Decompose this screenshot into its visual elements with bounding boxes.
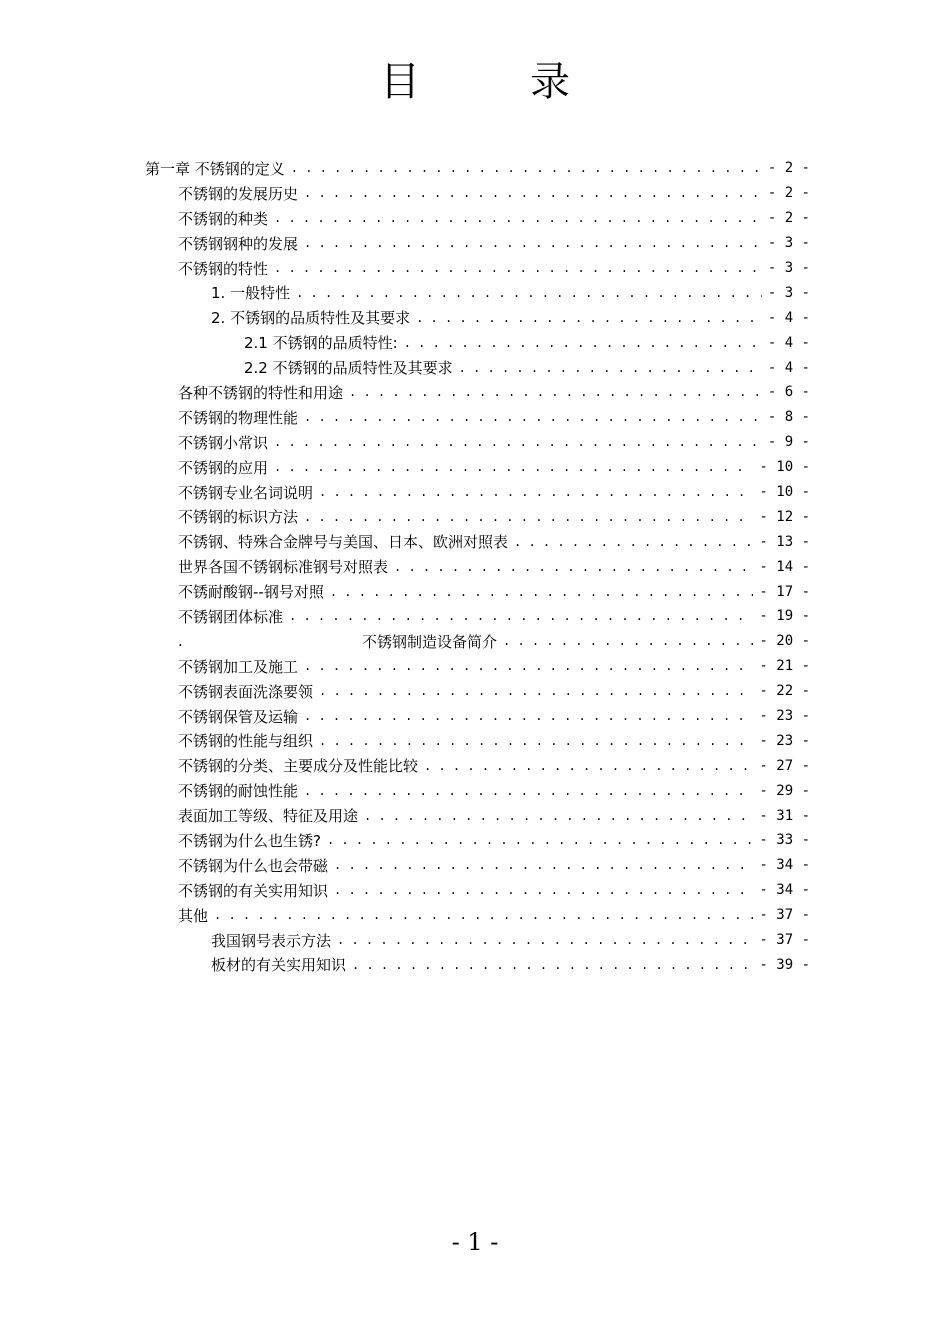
toc-entry[interactable] [178, 455, 810, 480]
toc-entry-label: 1. 一般特性 [211, 284, 291, 303]
toc-dot-leader [289, 609, 753, 623]
toc-entry-label: 不锈钢钢种的发展 [178, 234, 299, 253]
toc-entry[interactable] [178, 430, 810, 455]
toc-dot-leader [274, 460, 753, 474]
toc-entry-page: - 3 - [767, 260, 810, 276]
toc-entry[interactable] [178, 728, 810, 753]
toc-dot-leader [274, 435, 762, 449]
toc-dot-leader [352, 958, 753, 972]
toc-entry-page: - 19 - [759, 608, 810, 625]
toc-entry-label: 不锈钢专业名词说明 [178, 483, 314, 502]
toc-entry-page: - 6 - [767, 384, 810, 401]
toc-entry-page: - 39 - [759, 956, 810, 973]
toc-entry-page: - 4 - [767, 359, 810, 376]
toc-entry[interactable] [178, 604, 810, 629]
toc-dot-leader [296, 286, 762, 300]
toc-dot-leader [364, 809, 753, 823]
toc-entry-page: - 37 - [759, 932, 810, 949]
toc-dot-leader [304, 186, 762, 200]
title-char-1: 目 [380, 59, 420, 105]
toc-entry-label: 不锈耐酸钢--钢号对照 [178, 583, 324, 602]
toc-entry-label: 不锈钢团体标准 [178, 607, 284, 626]
toc-entry[interactable] [178, 181, 810, 206]
toc-entry-label: 不锈钢的分类、主要成分及性能比较 [178, 757, 419, 776]
toc-dot-leader [304, 510, 753, 524]
toc-entry-page: - 9 - [767, 434, 810, 451]
toc-dot-leader [514, 535, 753, 549]
toc-entry-page: - 20 - [759, 633, 810, 650]
toc-dot-leader [214, 908, 753, 922]
toc-entry-page: - 34 - [759, 857, 810, 874]
toc-entry[interactable] [244, 355, 810, 380]
toc-entry[interactable] [178, 579, 810, 604]
toc-entry-label: 不锈钢、特殊合金牌号与美国、日本、欧洲对照表 [178, 533, 509, 552]
toc-entry-label: 第一章 不锈钢的定义 [145, 159, 285, 178]
toc-entry[interactable] [145, 156, 810, 181]
toc-entry[interactable] [178, 803, 810, 828]
toc-entry-page: - 2 - [767, 160, 810, 177]
toc-entry[interactable] [178, 629, 810, 654]
toc-dot-leader [304, 709, 753, 723]
toc-dot-leader [304, 236, 762, 250]
toc-dot-leader [503, 634, 753, 648]
toc-dot-leader [274, 211, 762, 225]
toc-dot-leader [334, 883, 753, 897]
toc-entry-page: - 4 - [767, 309, 810, 326]
toc-entry[interactable] [178, 504, 810, 529]
toc-entry-page: - 23 - [759, 708, 810, 725]
toc-entry-label: 不锈钢制造设备简介 [362, 632, 498, 651]
toc-entry-label: 我国钢号表示方法 [211, 931, 332, 950]
toc-entry-label: 世界各国不锈钢标准钢号对照表 [178, 558, 389, 577]
toc-dot-leader [274, 261, 762, 275]
toc-entry-page: - 14 - [759, 558, 810, 575]
toc-dot-leader [404, 336, 762, 350]
toc-entry[interactable] [178, 405, 810, 430]
toc-entry-prefix: . [178, 632, 183, 651]
toc-entry-page: - 29 - [759, 782, 810, 799]
toc-entry-label: 2.1 不锈钢的品质特性: [244, 334, 398, 353]
toc-dot-leader [304, 410, 762, 424]
toc-entry-label: 不锈钢的标识方法 [178, 508, 299, 527]
toc-entry[interactable] [244, 330, 810, 355]
toc-entry-page: - 10 - [759, 484, 810, 501]
toc-entry-page: - 23 - [759, 732, 810, 749]
toc-entry-page: - 27 - [759, 757, 810, 774]
toc-entry-page: - 8 - [767, 409, 810, 426]
toc-entry[interactable] [178, 231, 810, 256]
toc-entry[interactable] [211, 953, 810, 978]
toc-entry-page: - 34 - [759, 882, 810, 899]
toc-entry-label: 不锈钢的种类 [178, 209, 269, 228]
toc-dot-leader [327, 833, 753, 847]
toc-dot-leader [319, 485, 753, 499]
title-char-2: 录 [530, 59, 570, 105]
toc-entry-page: - 17 - [759, 583, 810, 600]
toc-entry[interactable] [178, 380, 810, 405]
toc-entry-page: - 13 - [759, 533, 810, 550]
toc-entry-label: 不锈钢的物理性能 [178, 408, 299, 427]
toc-entry-label: 不锈钢的发展历史 [178, 184, 299, 203]
toc-entry-label: 2.2 不锈钢的品质特性及其要求 [244, 359, 453, 378]
toc-entry-label: 板材的有关实用知识 [211, 956, 347, 975]
toc-dot-leader [424, 759, 753, 773]
toc-entry[interactable] [178, 753, 810, 778]
toc-entry[interactable] [178, 878, 810, 903]
toc-dot-leader [394, 560, 753, 574]
toc-entry[interactable] [211, 928, 810, 953]
table-of-contents [0, 156, 950, 977]
toc-entry-page: - 4 - [767, 334, 810, 351]
toc-entry-label: 不锈钢为什么也会带磁 [178, 856, 329, 875]
toc-dot-leader [319, 684, 753, 698]
toc-entry-label: 不锈钢的性能与组织 [178, 732, 314, 751]
toc-entry[interactable] [178, 679, 810, 704]
toc-entry-page: - 33 - [759, 832, 810, 849]
toc-dot-leader [330, 585, 754, 599]
toc-dot-leader [291, 161, 762, 175]
toc-entry-label: 其他 [178, 906, 209, 925]
page-title [0, 58, 950, 106]
toc-entry[interactable] [211, 280, 810, 305]
toc-dot-leader [337, 933, 753, 947]
toc-entry[interactable] [178, 903, 810, 928]
toc-entry-page: - 22 - [759, 683, 810, 700]
toc-entry-page: - 3 - [767, 235, 810, 252]
toc-entry-page: - 37 - [759, 907, 810, 924]
toc-dot-leader [349, 385, 762, 399]
toc-dot-leader [304, 659, 753, 673]
toc-entry[interactable] [178, 206, 810, 231]
toc-entry-page: - 31 - [759, 807, 810, 824]
toc-entry-page: - 10 - [759, 459, 810, 476]
toc-entry[interactable] [178, 853, 810, 878]
toc-entry-page: - 2 - [767, 185, 810, 202]
toc-entry-label: 不锈钢的应用 [178, 458, 269, 477]
toc-entry[interactable] [178, 256, 810, 281]
toc-entry-label: 不锈钢小常识 [178, 433, 269, 452]
toc-entry-page: - 3 - [767, 284, 810, 301]
toc-entry-label: 不锈钢的有关实用知识 [178, 881, 329, 900]
toc-entry-label: 各种不锈钢的特性和用途 [178, 383, 344, 402]
toc-entry[interactable] [178, 480, 810, 505]
toc-entry-label: 不锈钢保管及运输 [178, 707, 299, 726]
toc-entry-label: 2. 不锈钢的品质特性及其要求 [211, 309, 411, 328]
toc-entry-label: 不锈钢表面洗涤要领 [178, 682, 314, 701]
toc-entry-page: - 21 - [759, 658, 810, 675]
toc-entry[interactable] [178, 778, 810, 803]
toc-entry[interactable] [178, 828, 810, 853]
toc-entry[interactable] [178, 529, 810, 554]
toc-dot-leader [416, 311, 762, 325]
toc-entry[interactable] [178, 704, 810, 729]
toc-entry-label: 不锈钢的耐蚀性能 [178, 782, 299, 801]
toc-dot-leader [334, 858, 753, 872]
toc-dot-leader [319, 734, 753, 748]
toc-entry-label: 不锈钢的特性 [178, 259, 269, 278]
toc-entry-page: - 2 - [767, 210, 810, 227]
toc-entry-label: 不锈钢为什么也生锈? [178, 831, 321, 850]
toc-entry[interactable] [178, 654, 810, 679]
page-number: - 1 - [451, 1228, 499, 1256]
toc-entry[interactable] [211, 305, 810, 330]
toc-entry[interactable] [178, 554, 810, 579]
toc-entry-page: - 12 - [759, 508, 810, 525]
toc-entry-label: 表面加工等级、特征及用途 [178, 807, 359, 826]
toc-dot-leader [304, 784, 753, 798]
toc-dot-leader [459, 361, 762, 375]
toc-entry-label: 不锈钢加工及施工 [178, 657, 299, 676]
